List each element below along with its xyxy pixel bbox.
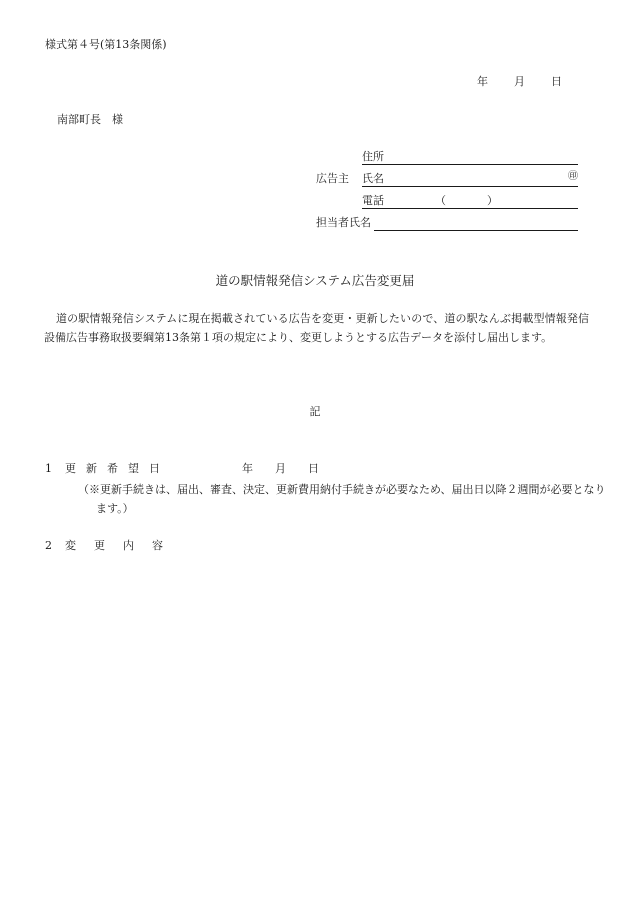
ki-heading: 記 [309, 405, 321, 418]
phone-paren-close: ） [487, 194, 498, 207]
item1-date[interactable]: 年 月 日 [242, 462, 319, 475]
date-day: 日 [551, 75, 562, 88]
item-change-content [45, 539, 181, 552]
applicant-block [316, 150, 578, 238]
item2-number: 2 [45, 539, 52, 552]
submission-date [477, 75, 562, 88]
date-month: 月 [514, 75, 525, 88]
item1-label: 更新希望日 [65, 462, 170, 475]
name-row [316, 172, 578, 194]
body-paragraph: 道の駅情報発信システムに現在掲載されている広告を変更・更新したいので、道の駅なんぶ掲載型情報発信設備広告事務取扱要綱第13条第１項の規定により、変更しようとする広告データを添付し届出します。 [44, 312, 589, 344]
address-label: 住所 [362, 150, 384, 163]
form-number: 様式第４号(第13条関係) [45, 38, 167, 51]
date-year: 年 [477, 75, 488, 88]
name-label: 氏名 [362, 172, 384, 185]
contact-field[interactable] [374, 216, 578, 231]
item2-label: 変更内容 [65, 539, 181, 552]
seal-mark: ㊞ [568, 171, 578, 182]
document-title: 道の駅情報発信システム広告変更届 [215, 273, 415, 288]
address-row [316, 150, 578, 172]
advertiser-label: 広告主 [316, 172, 349, 185]
addressee: 南部町長 様 [57, 113, 123, 126]
item1-number: 1 [45, 462, 52, 475]
phone-paren-open: （ [435, 194, 446, 207]
contact-row [316, 216, 578, 238]
name-field[interactable] [362, 172, 578, 187]
address-field[interactable] [362, 150, 578, 165]
phone-field[interactable] [362, 194, 578, 209]
item1-note: （※更新手続きは、届出、審査、決定、更新費用納付手続きが必要なため、届出日以降２週間が必要となります。） [78, 483, 606, 515]
phone-row [316, 194, 578, 216]
item-renewal-date [45, 462, 319, 475]
phone-label: 電話 [362, 194, 384, 207]
contact-label: 担当者氏名 [316, 216, 371, 229]
